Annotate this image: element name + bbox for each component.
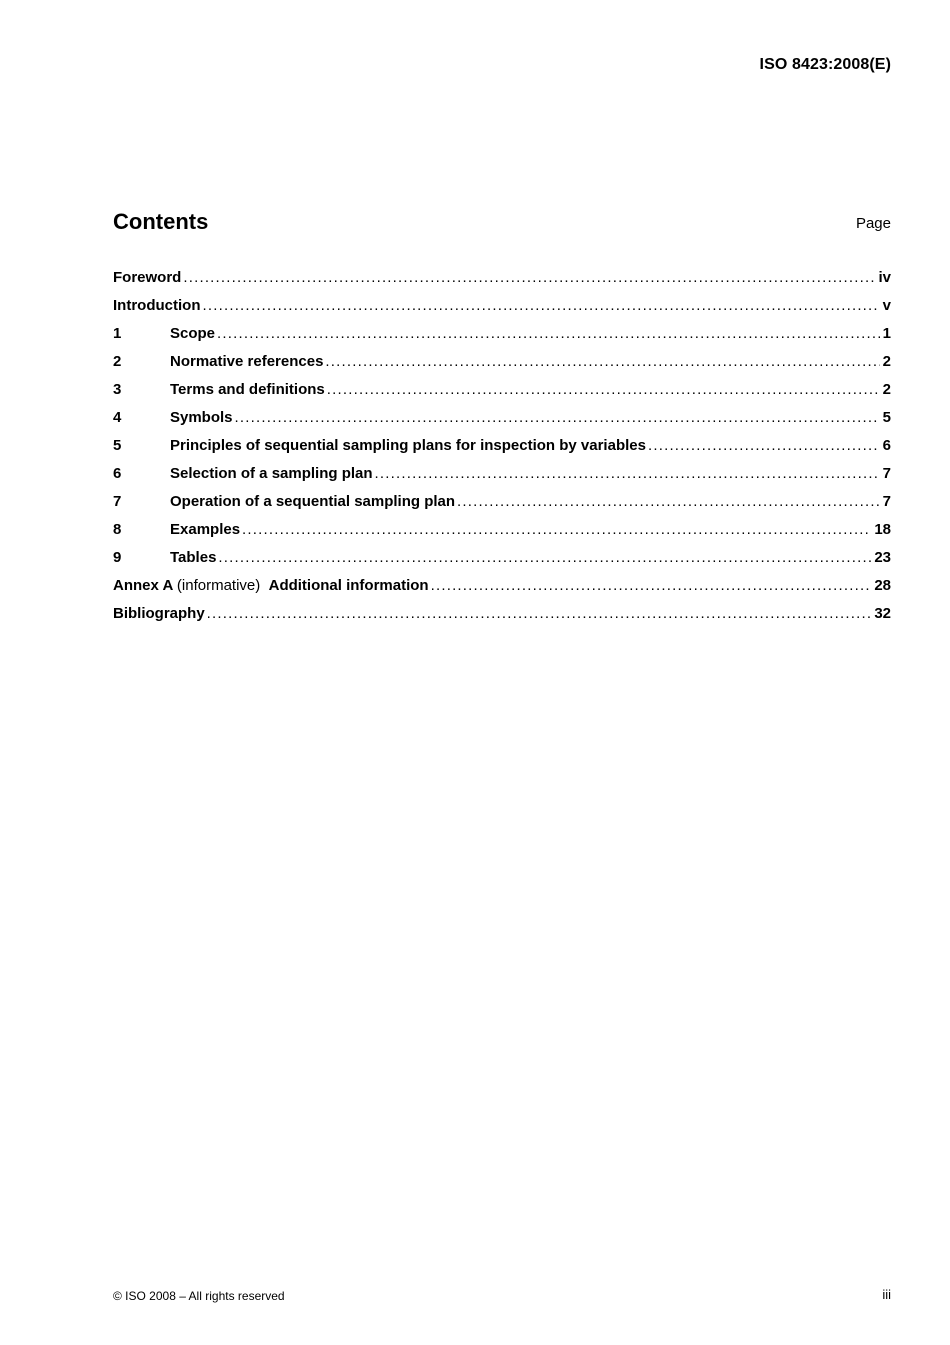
table-of-contents <box>113 269 891 633</box>
toc-entry-number: 9 <box>113 549 122 566</box>
page-column-label: Page <box>855 215 891 232</box>
toc-entry-label: Tables <box>170 549 217 566</box>
toc-entry-page: 32 <box>874 605 891 622</box>
toc-entry-label: Selection of a sampling plan <box>170 465 373 482</box>
toc-entry-tables[interactable] <box>113 549 891 577</box>
toc-entry-page: 6 <box>882 437 891 454</box>
toc-entry-selection[interactable] <box>113 465 891 493</box>
toc-entry-foreword[interactable] <box>113 269 891 297</box>
toc-entry-number: 7 <box>113 493 122 510</box>
toc-leader-dots <box>218 549 871 566</box>
toc-entry-label: Bibliography <box>113 605 205 622</box>
toc-entry-annex-a[interactable] <box>113 577 891 605</box>
toc-leader-dots <box>183 269 875 286</box>
toc-entry-normative-references[interactable] <box>113 353 891 381</box>
toc-leader-dots <box>457 493 880 510</box>
toc-leader-dots <box>217 325 880 342</box>
toc-entry-page: iv <box>878 269 891 286</box>
toc-entry-label: Examples <box>170 521 241 538</box>
toc-entry-symbols[interactable] <box>113 409 891 437</box>
toc-entry-examples[interactable] <box>113 521 891 549</box>
toc-entry-number: 4 <box>113 409 122 426</box>
toc-entry-page: 1 <box>882 325 891 342</box>
toc-leader-dots <box>648 437 880 454</box>
toc-entry-label: Symbols <box>170 409 233 426</box>
toc-leader-dots <box>202 297 879 314</box>
toc-entry-page: 28 <box>874 577 891 594</box>
toc-entry-label: Operation of a sequential sampling plan <box>170 493 456 510</box>
toc-entry-page: 2 <box>882 381 891 398</box>
toc-leader-dots <box>207 605 872 622</box>
toc-leader-dots <box>375 465 880 482</box>
annex-label: Annex A <box>113 577 173 594</box>
toc-entry-bibliography[interactable] <box>113 605 891 633</box>
annex-type: (informative) <box>176 577 261 594</box>
toc-entry-number: 8 <box>113 521 122 538</box>
copyright-notice: © ISO 2008 – All rights reserved <box>113 1289 285 1303</box>
toc-entry-page: v <box>882 297 891 314</box>
toc-leader-dots <box>431 577 872 594</box>
toc-entry-label: Foreword <box>113 269 182 286</box>
toc-leader-dots <box>325 353 879 370</box>
toc-entry-introduction[interactable] <box>113 297 891 325</box>
toc-entry-page: 7 <box>882 465 891 482</box>
toc-entry-label: Normative references <box>170 353 324 370</box>
toc-entry-page: 2 <box>882 353 891 370</box>
toc-entry-page: 23 <box>874 549 891 566</box>
toc-leader-dots <box>235 409 880 426</box>
toc-entry-number: 5 <box>113 437 122 454</box>
toc-entry-page: 5 <box>882 409 891 426</box>
page-number: iii <box>882 1287 891 1302</box>
toc-entry-scope[interactable] <box>113 325 891 353</box>
toc-entry-page: 18 <box>874 521 891 538</box>
toc-leader-dots <box>327 381 880 398</box>
toc-entry-number: 3 <box>113 381 122 398</box>
toc-entry-label: Scope <box>170 325 216 342</box>
annex-title: Additional information <box>268 577 429 594</box>
toc-leader-dots <box>242 521 871 538</box>
toc-entry-label <box>113 577 429 594</box>
toc-entry-principles[interactable] <box>113 437 891 465</box>
toc-entry-page: 7 <box>882 493 891 510</box>
toc-entry-label: Introduction <box>113 297 201 314</box>
contents-title: Contents <box>113 209 209 234</box>
toc-entry-number: 6 <box>113 465 122 482</box>
toc-entry-operation[interactable] <box>113 493 891 521</box>
toc-entry-label: Terms and definitions <box>170 381 325 398</box>
toc-entry-number: 2 <box>113 353 122 370</box>
toc-entry-number: 1 <box>113 325 122 342</box>
toc-entry-terms-and-definitions[interactable] <box>113 381 891 409</box>
document-id: ISO 8423:2008(E) <box>759 56 891 73</box>
toc-entry-label: Principles of sequential sampling plans for inspection by variables <box>170 437 646 454</box>
contents-header <box>113 209 891 239</box>
